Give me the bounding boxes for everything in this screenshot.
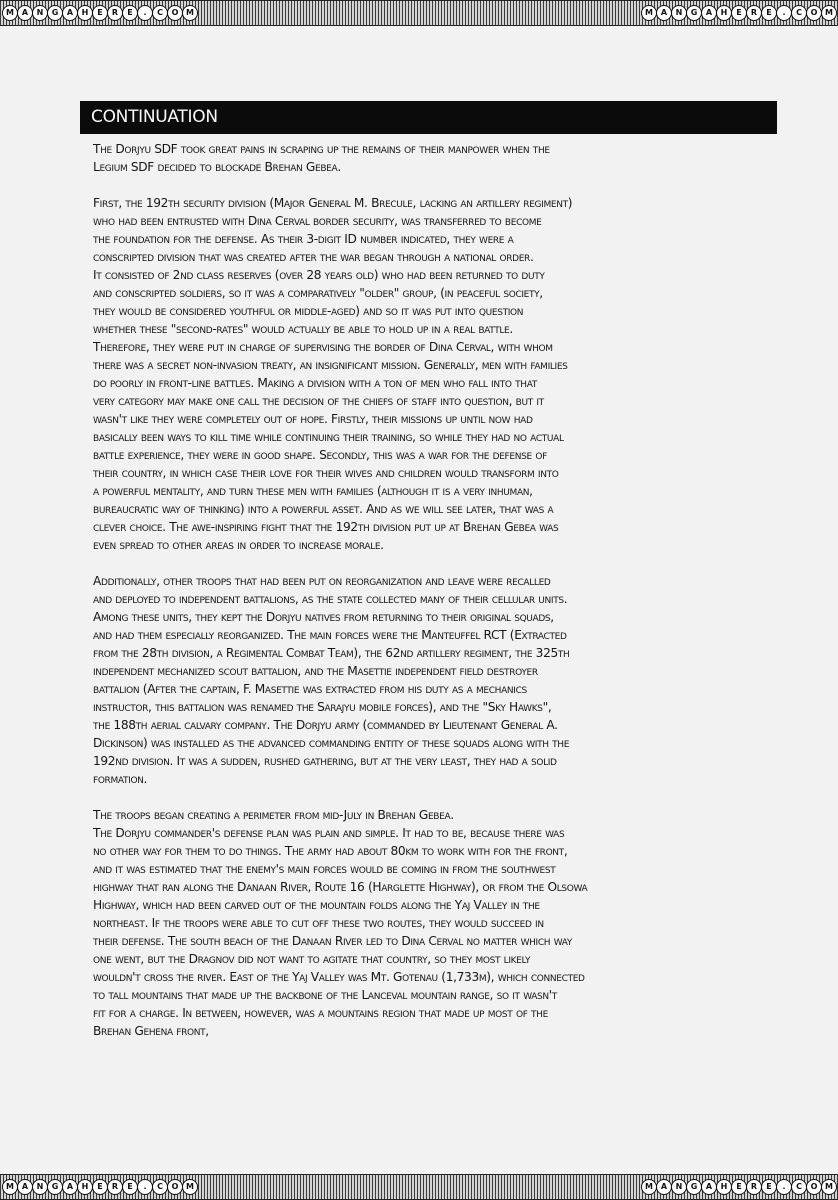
watermark-glyph: C [152,5,168,21]
text-line: Among these units, they kept the Dorjyu natives from returning to their original squads, [93,610,554,624]
watermark-glyph: R [746,1179,762,1195]
text-line: conscripted division that was created after the war began through a national order. [93,250,534,264]
watermark-glyph: M [641,1179,657,1195]
watermark-glyph: H [77,5,93,21]
text-line: to tall mountains that made up the backbone of the Lanceval mountain range, so it wasn't [93,988,557,1002]
text-line: instructor, this battalion was renamed the Sarajyu mobile forces), and the "Sky Hawks", [93,700,552,714]
text-line: whether these "second-rates" would actually be able to hold up in a real battle. [93,322,513,336]
watermark-glyph: A [62,5,78,21]
watermark-glyph: M [2,1179,18,1195]
text-line: Highway, which had been carved out of the mountain folds along the Yaj Valley in the [93,898,540,912]
text-line: and conscripted soldiers, so it was a comparatively "older" group, (in peaceful society, [93,286,543,300]
watermark-glyph: A [701,1179,717,1195]
watermark-glyph: A [17,5,33,21]
watermark-glyph: E [92,5,108,21]
text-line: fit for a charge. In between, however, was a mountains region that made up most of the [93,1006,548,1020]
watermark-glyph: M [182,5,198,21]
watermark-left [2,3,197,23]
watermark-glyph: E [92,1179,108,1195]
watermark-glyph: H [716,5,732,21]
text-line: very category may make one call the decision of the chiefs of staff into question, but it [93,394,544,408]
watermark-glyph: A [701,5,717,21]
text-line: from the 28th division, a Regimental Combat Team), the 62nd artillery regiment, the 325th [93,646,570,660]
watermark-glyph: A [17,1179,33,1195]
watermark-glyph: G [686,5,702,21]
text-line: the 188th aerial calvary company. The Dorjyu army (commanded by Lieutenant General A. [93,718,558,732]
watermark-glyph: M [821,5,837,21]
watermark-glyph: E [761,1179,777,1195]
text-line: and deployed to independent battalions, as the state collected many of their cellular units. [93,592,568,606]
text-line: The troops began creating a perimeter from mid-July in Brehan Gebea. [93,808,454,822]
article-body [93,140,773,1058]
text-line: even spread to other areas in order to increase morale. [93,538,384,552]
watermark-glyph: C [791,1179,807,1195]
watermark-glyph: E [122,5,138,21]
watermark-glyph: N [671,1179,687,1195]
text-line: battle experience, they were in good shape. Secondly, this was a war for the defense of [93,448,547,462]
bottom-watermark-strip [0,1174,838,1200]
paragraph [93,194,773,554]
watermark-glyph: N [671,5,687,21]
text-line: Brehan Gehena front, [93,1024,209,1038]
watermark-glyph: G [47,1179,63,1195]
watermark-glyph: O [806,1179,822,1195]
watermark-glyph: N [32,1179,48,1195]
text-line: independent mechanized scout battalion, and the Masettie independent field destroyer [93,664,538,678]
watermark-glyph: H [716,1179,732,1195]
paragraph [93,806,773,1040]
watermark-glyph: E [731,1179,747,1195]
text-line: northeast. If the troops were able to cut off these two routes, they would succeed in [93,916,544,930]
paragraph [93,140,773,176]
watermark-glyph: R [107,1179,123,1195]
text-line: they would be considered youthful or middle-aged) and so it was put into question [93,304,524,318]
watermark-glyph: M [2,5,18,21]
text-line: who had been entrusted with Dina Cerval border security, was transferred to become [93,214,542,228]
text-line: wasn't like they were completely out of hope. Firstly, their missions up until now had [93,412,533,426]
watermark-left [2,1177,197,1197]
text-line: The Dorjyu SDF took great pains in scraping up the remains of their manpower when the [93,142,550,156]
text-line: their defense. The south beach of the Danaan River led to Dina Cerval no matter which way [93,934,573,948]
watermark-glyph: A [62,1179,78,1195]
text-line: no other way for them to do things. The army had about 80km to work with for the front, [93,844,568,858]
text-line: Additionally, other troops that had been put on reorganization and leave were recalled [93,574,551,588]
text-line: Dickinson) was installed as the advanced commanding entity of these squads along with the [93,736,570,750]
watermark-glyph: E [731,5,747,21]
watermark-glyph: A [656,5,672,21]
watermark-glyph: . [137,1179,153,1195]
text-line: The Dorjyu commander's defense plan was plain and simple. It had to be, because there was [93,826,565,840]
text-line: one went, but the Dragnov did not want to agitate that country, so they most likely [93,952,531,966]
watermark-glyph: . [137,5,153,21]
text-line: and it was estimated that the enemy's main forces would be coming in from the southwest [93,862,556,876]
top-watermark-strip [0,0,838,26]
text-line: Therefore, they were put in charge of supervising the border of Dina Cerval, with whom [93,340,553,354]
watermark-glyph: C [791,5,807,21]
watermark-glyph: O [806,5,822,21]
text-line: highway that ran along the Danaan River, Route 16 (Harglette Highway), or from the Olsowa [93,880,588,894]
text-line: a powerful mentality, and turn these men with families (although it is a very inhuman, [93,484,533,498]
text-line: wouldn't cross the river. East of the Yaj Valley was Mt. Gotenau (1,733m), which connected [93,970,585,984]
watermark-glyph: . [776,1179,792,1195]
watermark-glyph: M [182,1179,198,1195]
text-line: bureaucratic way of thinking) into a powerful asset. And as we will see later, that was a [93,502,554,516]
watermark-glyph: G [686,1179,702,1195]
text-line: their country, in which case their love for their wives and children would transform into [93,466,559,480]
text-line: 192nd division. It was a sudden, rushed gathering, but at the very least, they had a solid [93,754,557,768]
watermark-glyph: O [167,5,183,21]
text-line: battalion (After the captain, F. Masettie was extracted from his duty as a mechanics [93,682,527,696]
watermark-glyph: H [77,1179,93,1195]
watermark-glyph: R [746,5,762,21]
watermark-glyph: M [641,5,657,21]
text-line: formation. [93,772,148,786]
text-line: do poorly in front-line battles. Making a division with a ton of men who fall into that [93,376,537,390]
text-line: It consisted of 2nd class reserves (over 28 years old) who had been returned to duty [93,268,545,282]
watermark-glyph: C [152,1179,168,1195]
watermark-glyph: E [122,1179,138,1195]
text-line: Legium SDF decided to blockade Brehan Gebea. [93,160,341,174]
watermark-glyph: O [167,1179,183,1195]
text-line: the foundation for the defense. As their 3-digit ID number indicated, they were a [93,232,514,246]
text-line: there was a secret non-invasion treaty, an insignificant mission. Generally, men with families [93,358,568,372]
watermark-glyph: . [776,5,792,21]
text-line: clever choice. The awe-inspiring fight that the 192th division put up at Brehan Gebea was [93,520,559,534]
watermark-glyph: G [47,5,63,21]
watermark-glyph: A [656,1179,672,1195]
watermark-glyph: R [107,5,123,21]
text-line: basically been ways to kill time while continuing their training, so while they had no actual [93,430,564,444]
watermark-glyph: N [32,5,48,21]
watermark-right [641,1177,836,1197]
section-title: CONTINUATION [80,101,777,134]
watermark-glyph: M [821,1179,837,1195]
text-line: and had them especially reorganized. The main forces were the Manteuffel RCT (Extracted [93,628,567,642]
paragraph [93,572,773,788]
watermark-glyph: E [761,5,777,21]
watermark-right [641,3,836,23]
text-line: First, the 192th security division (Major General M. Brecule, lacking an artillery regiment) [93,196,573,210]
